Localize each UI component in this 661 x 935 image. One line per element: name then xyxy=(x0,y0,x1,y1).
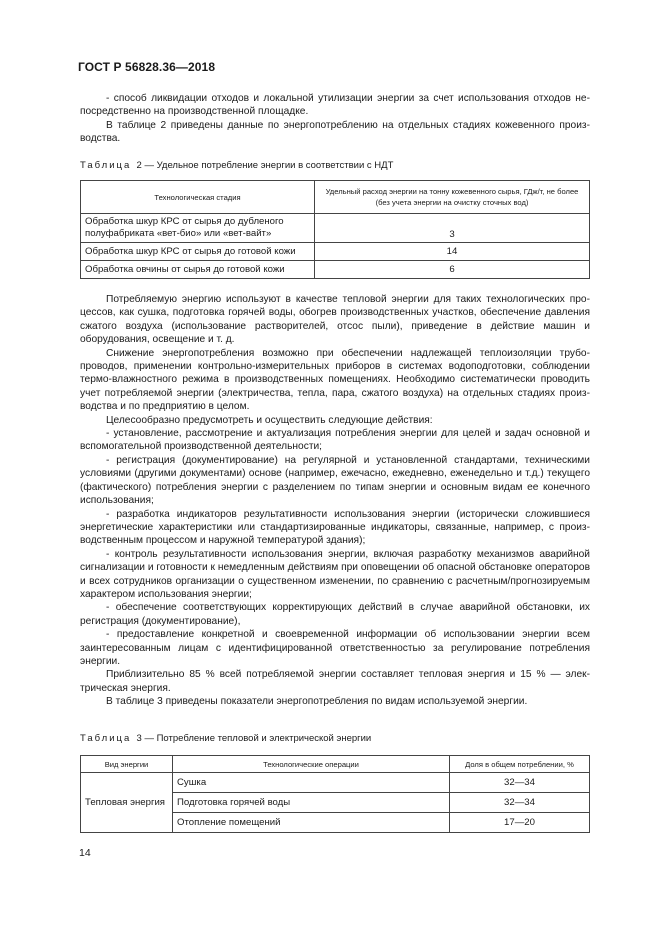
body-paragraph: Приблизительно 85 % всей потребляемой энергии составляет тепловая энергия и 15 % — электрическая энергия. xyxy=(80,669,590,694)
page-number: 14 xyxy=(79,847,91,859)
table2-block xyxy=(80,159,590,279)
table-row xyxy=(81,773,590,793)
body-list-item: - контроль результативности использования энергии, включая разработку механизмов аварийной сигнализации и готовности к немедленным действиям при оповещении об опасной обстановке операторов и всех сотрудников организации о существенном изменении, по сравнению с расчетным/прогнозируемым характером использования энергии; xyxy=(80,548,590,600)
table3-caption-text: — Потребление тепловой и электрической энергии xyxy=(141,733,372,744)
body-list-item: - установление, рассмотрение и актуализация потребления энергии для целей и задач основной и вспомогательной производственной деятельности; xyxy=(80,428,590,453)
table2-caption-text: — Удельное потребление энергии в соответствии с НДТ xyxy=(141,160,394,171)
body-paragraph: Потребляемую энергию используют в качестве тепловой энергии для таких технологических процессов, как сушка, подготовка горячей воды, обогрев производственных участков, обеспечение давления сжатого воздуха (использование растворителей, отсос пыли), приведение в действие машин и оборудования, освещение и т. д. xyxy=(80,294,590,346)
document-code: ГОСТ Р 56828.36—2018 xyxy=(78,60,216,74)
table2-value-cell: 6 xyxy=(315,261,590,279)
body-list-item: - разработка индикаторов результативности использования энергии (исторически сложившиеся энергетические характеристики или стандартизированные индикаторы, связанные, например, с производственным процессом и наружной температурой здания); xyxy=(80,508,590,547)
table2-caption-label: Таблица xyxy=(80,160,132,171)
body-paragraph: Снижение энергопотребления возможно при обеспечении надлежащей теплоизоляции трубопроводов, применении контрольно-измерительных приборов в системах водоподготовки, соблюдении термо-влажностного режима в производственных помещениях. Необходимо систематически проводить учет потребляемой энергии (электричества, тепла, пара, сжатого воздуха) на отдельных стадиях производства и по предприятию в целом. xyxy=(80,347,590,413)
body-paragraph: В таблице 3 приведены показатели энергопотребления по видам используемой энергии. xyxy=(106,696,528,708)
table3-header-share: Доля в общем потреблении, % xyxy=(450,756,590,773)
table3-operation-cell: Отопление помещений xyxy=(173,813,450,833)
table3-caption-label: Таблица xyxy=(80,733,132,744)
body-list-item: - обеспечение соответствующих корректирующих действий в случае аварийной обстановки, их регистрация (документирование), xyxy=(80,602,590,627)
table3-header-operations: Технологические операции xyxy=(173,756,450,773)
table3-energy-type-cell: Тепловая энергия xyxy=(81,773,173,833)
table-row xyxy=(81,261,590,279)
table3-share-cell: 32—34 xyxy=(450,773,590,793)
table2-stage-cell: Обработка шкур КРС от сырья до дубленого полуфабриката «вет-био» или «вет-вайт» xyxy=(81,214,315,243)
body-list-item: - предоставление конкретной и своевременной информации об использовании энергии всем заинтересованным лицам с идентифицированной ответственностью за регулирование потребления энергии. xyxy=(80,629,590,667)
table-row xyxy=(81,214,590,243)
table-row xyxy=(81,243,590,261)
table3-share-cell: 32—34 xyxy=(450,793,590,813)
table2-header-row xyxy=(81,181,590,214)
table2-value-cell: 14 xyxy=(315,243,590,261)
table2-stage-cell: Обработка овчины от сырья до готовой кожи xyxy=(81,261,315,279)
body-text xyxy=(80,293,590,709)
table2-header-energy: Удельный расход энергии на тонну кожевенного сырья, ГДж/т, не более (без учета энергии на очистку сточных вод) xyxy=(315,181,590,214)
table2 xyxy=(80,180,590,279)
intro-paragraph-1: - способ ликвидации отходов и локальной утилизации энергии за счет использования отходов непосредственно на производственной площадке. xyxy=(80,93,590,118)
table2-value-cell: 3 xyxy=(315,214,590,243)
intro-text xyxy=(80,92,590,146)
table3-caption-number: 3 xyxy=(136,733,142,744)
table2-header-stage: Технологическая стадия xyxy=(81,181,315,214)
table3-header-type: Вид энергии xyxy=(81,756,173,773)
table3-caption xyxy=(80,732,590,745)
body-paragraph: Целесообразно предусмотреть и осуществить следующие действия: xyxy=(106,414,433,426)
intro-paragraph-2: В таблице 2 приведены данные по энергопотреблению на отдельных стадиях кожевенного производства. xyxy=(80,119,590,145)
table3-operation-cell: Подготовка горячей воды xyxy=(173,793,450,813)
table2-caption xyxy=(80,159,590,172)
table3 xyxy=(80,755,590,833)
table3-operation-cell: Сушка xyxy=(173,773,450,793)
table2-caption-number: 2 xyxy=(136,160,142,171)
table3-share-cell: 17—20 xyxy=(450,813,590,833)
table3-header-row xyxy=(81,756,590,773)
table2-stage-cell: Обработка шкур КРС от сырья до готовой кожи xyxy=(81,243,315,261)
body-list-item: - регистрация (документирование) на регулярной и установленной стандартами, техническими условиями (другими документами) основе (например, ежечасно, ежедневно, еженедельно и т.д.) текущего (фактического) потребления энергии с разделением по типам энергии и основным видам ее конечного использования; xyxy=(80,454,590,507)
table3-block xyxy=(80,732,590,833)
